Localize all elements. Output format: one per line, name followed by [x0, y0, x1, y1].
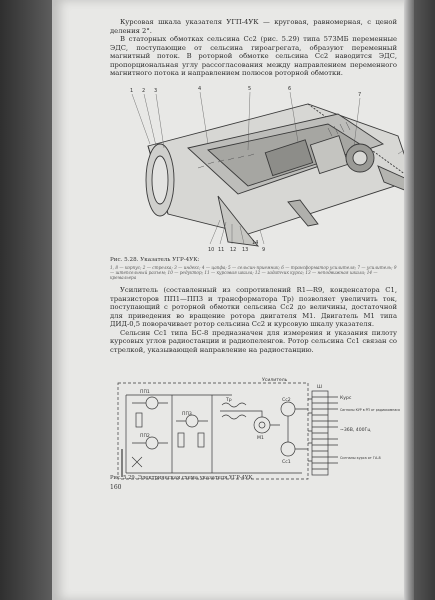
- callout-label: 6: [288, 86, 292, 92]
- scan-left-margin: [0, 0, 52, 600]
- schematic-label: ПП2: [140, 434, 150, 439]
- schematic-label: Усилитель: [262, 378, 288, 383]
- callout-label: 10: [208, 247, 215, 253]
- callout-label: 2: [142, 88, 146, 94]
- schematic-label: Ш: [317, 385, 322, 390]
- schematic-label: Сс2: [282, 398, 291, 403]
- schematic-label: Курс: [340, 396, 352, 401]
- callout-label: 12: [230, 247, 237, 253]
- callout-label: 13: [242, 247, 249, 253]
- schematic-label: Сигналы курса от ГА-8: [340, 456, 381, 460]
- paragraph: В статорных обмотках сельсина Сс2 (рис. 5.29) типа 573МБ переменные ЭДС, поступающие от сельсина гироагрегата, образуют переменный магнитный поток. В роторной обмотке сельсина Сс2 наводится ЭДС, пропорциональная углу рассогласования между направлением переменного магнитного потока и направлением полюсов роторной обмотки.: [110, 35, 397, 77]
- paragraph: Сельсин Сс1 типа БС-8 предназначен для измерения и указания пилоту курсовых углов радиостанции и радиопеленгов. Ротор сельсина Сс1 связан со стрелкой, указывающей направление на радиостанцию.: [110, 328, 397, 354]
- page-number: 160: [110, 484, 122, 491]
- callout-label: 1: [130, 88, 134, 94]
- callout-label: 3: [154, 88, 158, 94]
- callout-label: 7: [358, 92, 362, 98]
- indicator-cutaway-figure: [128, 84, 428, 254]
- schematic-label: М1: [257, 436, 264, 441]
- paragraph: Усилитель (составленный из сопротивлений R1—R9, конденсатора С1, транзисторов ПП1—ПП3 и трансформатора Тр) позволяет увеличить ток, поступающий с роторной обмотки сельсина Сс2 до величины, достаточной для приведения во вращение ротора двигателя М1. Двигатель М1 типа ДИД-0,5 поворачивает ротор сельсина Сс2 и курсовую шкалу указателя.: [110, 286, 397, 328]
- top-text-block: [110, 18, 397, 78]
- callout-label: 4: [198, 86, 202, 92]
- schematic-label: Тр: [226, 398, 232, 403]
- schematic-label: Сс1: [282, 460, 291, 465]
- book-page: [52, 0, 404, 600]
- schematic-label: ПП1: [140, 390, 150, 395]
- schematic-label: Сигналы КУР в РП от радиокомпаса: [340, 408, 400, 412]
- figure-2-caption: Рис. 5.29. Электрическая схема указателя УГР-4УК: [110, 475, 253, 481]
- scan-right-margin: [414, 0, 435, 600]
- callout-label: 9: [262, 247, 266, 253]
- figure-1-caption: Рис. 5.28. Указатель УГР-4УК:: [110, 257, 200, 263]
- schematic-label: ПП3: [182, 412, 192, 417]
- callout-label: 5: [248, 86, 252, 92]
- middle-text-block: [110, 286, 397, 354]
- callout-label: 14: [252, 240, 259, 246]
- figure-1-legend: 1, 8 — корпус; 2 — стрелка; 3 — индекс; 4 — цапфа; 5 — сельсин-приемник; 6 — трансформатор усилителя; 7 — усилитель; 9 — штепсельный разъем; 10 — редуктор; 11 — курсовая шкала; 12 — задатчик курса; 13 — неподвижная шкала; 14 — кремальера: [110, 265, 397, 281]
- book-spine: [404, 0, 414, 600]
- callout-label: 11: [218, 247, 225, 253]
- paragraph: Курсовая шкала указателя УГП-4УК — круговая, равномерная, с ценой деления 2°.: [110, 18, 397, 35]
- schematic-label: ~36В, 400Гц: [340, 428, 371, 433]
- electrical-schematic: [112, 373, 400, 483]
